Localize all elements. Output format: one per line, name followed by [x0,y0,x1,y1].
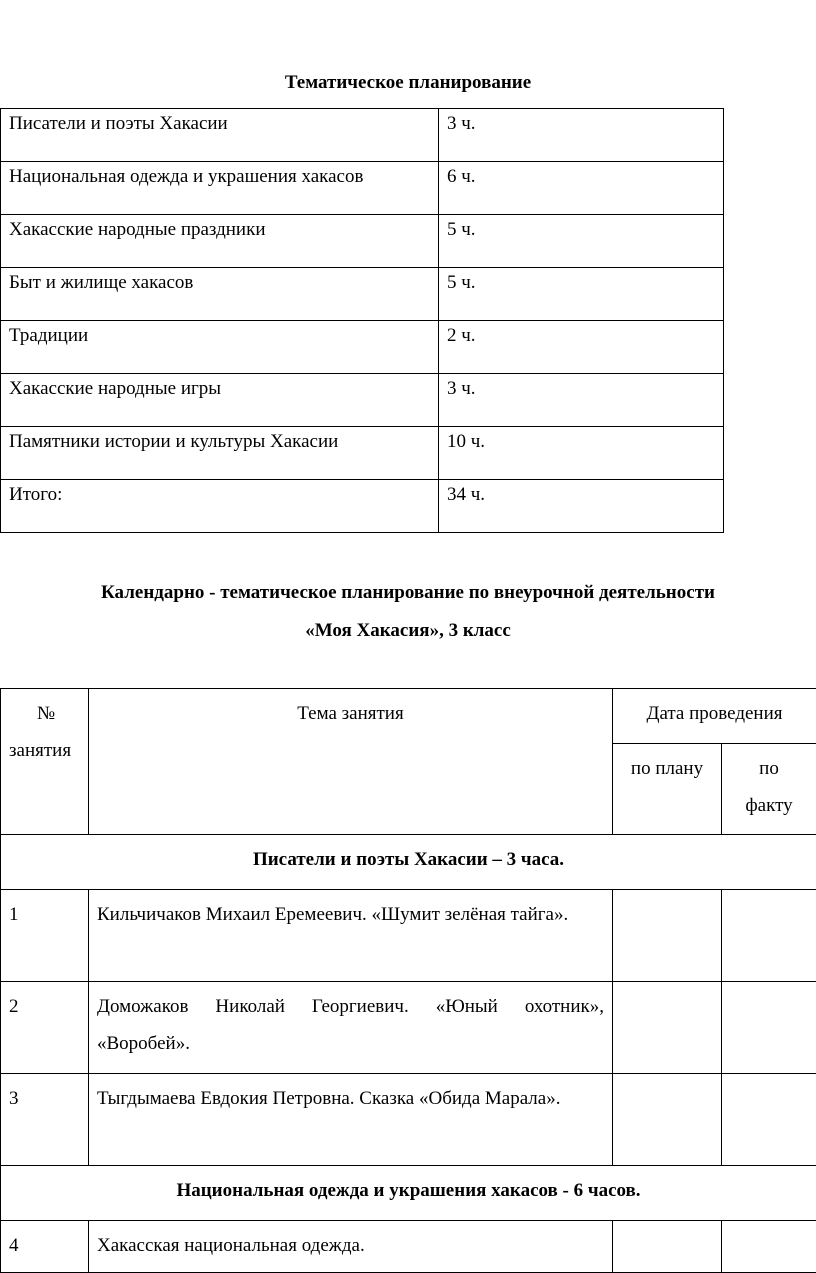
header-topic: Тема занятия [89,689,613,835]
lesson-plan-date [613,1074,722,1166]
hours-cell: 3 ч. [439,109,724,162]
header-fact [722,744,816,835]
lesson-topic: Доможаков Николай Георгиевич. «Юный охотник», «Воробей». [89,982,613,1074]
topic-cell: Быт и жилище хакасов [1,268,439,321]
hours-cell: 10 ч. [439,427,724,480]
lesson-num: 1 [1,890,89,982]
header-fact-line1: по [730,750,808,787]
calendar-table [0,688,816,1273]
table-row [1,268,724,321]
table-row [1,374,724,427]
header-num-symbol: № [9,695,80,732]
section-row [1,835,816,890]
hours-cell: 5 ч. [439,268,724,321]
lesson-fact-date [722,1074,816,1166]
lesson-plan-date [613,890,722,982]
topic-cell: Памятники истории и культуры Хакасии [1,427,439,480]
calendar-title-line1: Календарно - тематическое планирование по внеурочной деятельности [0,582,816,604]
lesson-plan-date [613,982,722,1074]
header-row [1,689,816,744]
table-row [1,162,724,215]
table-row [1,427,724,480]
table-row [1,480,724,533]
table-row [1,982,816,1074]
topic-cell: Писатели и поэты Хакасии [1,109,439,162]
hours-cell: 3 ч. [439,374,724,427]
table-row [1,1074,816,1166]
lesson-num: 4 [1,1221,89,1273]
table-row [1,1221,816,1273]
section-title: Писатели и поэты Хакасии – 3 часа. [1,835,816,890]
lesson-num: 2 [1,982,89,1074]
lesson-topic: Хакасская национальная одежда. [89,1221,613,1273]
topic-cell: Хакасские народные праздники [1,215,439,268]
table-row [1,215,724,268]
thematic-title: Тематическое планирование [0,72,816,94]
lesson-plan-date [613,1221,722,1273]
table-row [1,890,816,982]
lesson-fact-date [722,890,816,982]
lesson-topic: Кильчичаков Михаил Еремеевич. «Шумит зелёная тайга». [89,890,613,982]
topic-cell: Традиции [1,321,439,374]
lesson-fact-date [722,1221,816,1273]
hours-cell: 6 ч. [439,162,724,215]
header-num [1,689,89,835]
lesson-fact-date [722,982,816,1074]
topic-cell: Национальная одежда и украшения хакасов [1,162,439,215]
topic-cell: Хакасские народные игры [1,374,439,427]
header-plan: по плану [613,744,722,835]
section-title: Национальная одежда и украшения хакасов - 6 часов. [1,1166,816,1221]
topic-cell: Итого: [1,480,439,533]
thematic-table [0,108,724,533]
lesson-num: 3 [1,1074,89,1166]
header-date: Дата проведения [613,689,816,744]
table-row [1,109,724,162]
header-fact-line2: факту [730,787,808,824]
section-row [1,1166,816,1221]
hours-cell: 5 ч. [439,215,724,268]
table-row [1,321,724,374]
header-num-label: занятия [9,732,80,769]
lesson-topic: Тыгдымаева Евдокия Петровна. Сказка «Обида Марала». [89,1074,613,1166]
hours-cell: 34 ч. [439,480,724,533]
calendar-title-line2: «Моя Хакасия», 3 класс [0,620,816,642]
hours-cell: 2 ч. [439,321,724,374]
